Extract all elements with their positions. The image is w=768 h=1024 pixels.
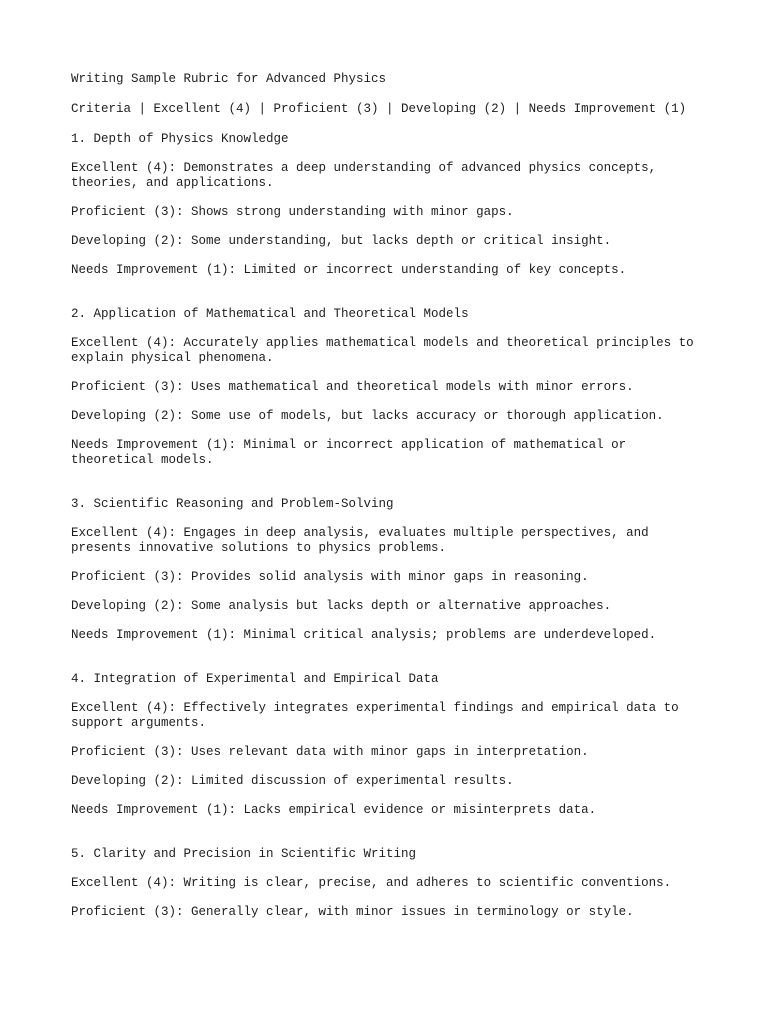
level-excellent: Excellent (4): Writing is clear, precise, and adheres to scientific conventions. (71, 876, 672, 890)
level-needs-improvement: Needs Improvement (1): Minimal critical analysis; problems are underdeveloped. (71, 628, 657, 642)
level-needs-improvement: Needs Improvement (1): Minimal or incorrect application of mathematical or theoretical models. (71, 438, 627, 467)
level-excellent: Excellent (4): Accurately applies mathematical models and theoretical principles to explain physical phenomena. (71, 336, 694, 365)
level-excellent: Excellent (4): Effectively integrates experimental findings and empirical data to support arguments. (71, 701, 679, 730)
level-excellent: Excellent (4): Engages in deep analysis, evaluates multiple perspectives, and presents innovative solutions to physics problems. (71, 526, 649, 555)
level-proficient: Proficient (3): Uses relevant data with minor gaps in interpretation. (71, 745, 589, 759)
rubric-section-5 (71, 847, 711, 920)
rubric-header-row: Criteria | Excellent (4) | Proficient (3) | Developing (2) | Needs Improvement (1) (71, 102, 687, 116)
document-page (71, 72, 711, 934)
level-developing: Developing (2): Limited discussion of experimental results. (71, 774, 514, 788)
section-heading: 5. Clarity and Precision in Scientific Writing (71, 847, 417, 861)
level-proficient: Proficient (3): Shows strong understanding with minor gaps. (71, 205, 514, 219)
level-needs-improvement: Needs Improvement (1): Limited or incorrect understanding of key concepts. (71, 263, 627, 277)
rubric-section-4 (71, 672, 711, 818)
rubric-section-3 (71, 497, 711, 643)
rubric-section-1 (71, 132, 711, 278)
level-developing: Developing (2): Some use of models, but lacks accuracy or thorough application. (71, 409, 664, 423)
level-excellent: Excellent (4): Demonstrates a deep understanding of advanced physics concepts, theories, and applications. (71, 161, 657, 190)
level-proficient: Proficient (3): Generally clear, with minor issues in terminology or style. (71, 905, 634, 919)
section-heading: 4. Integration of Experimental and Empirical Data (71, 672, 439, 686)
rubric-section-2 (71, 307, 711, 468)
document-title: Writing Sample Rubric for Advanced Physics (71, 72, 387, 86)
level-proficient: Proficient (3): Provides solid analysis with minor gaps in reasoning. (71, 570, 589, 584)
level-proficient: Proficient (3): Uses mathematical and theoretical models with minor errors. (71, 380, 634, 394)
section-heading: 1. Depth of Physics Knowledge (71, 132, 289, 146)
level-developing: Developing (2): Some understanding, but lacks depth or critical insight. (71, 234, 612, 248)
section-heading: 3. Scientific Reasoning and Problem-Solving (71, 497, 394, 511)
level-developing: Developing (2): Some analysis but lacks depth or alternative approaches. (71, 599, 612, 613)
level-needs-improvement: Needs Improvement (1): Lacks empirical evidence or misinterprets data. (71, 803, 597, 817)
section-heading: 2. Application of Mathematical and Theoretical Models (71, 307, 469, 321)
